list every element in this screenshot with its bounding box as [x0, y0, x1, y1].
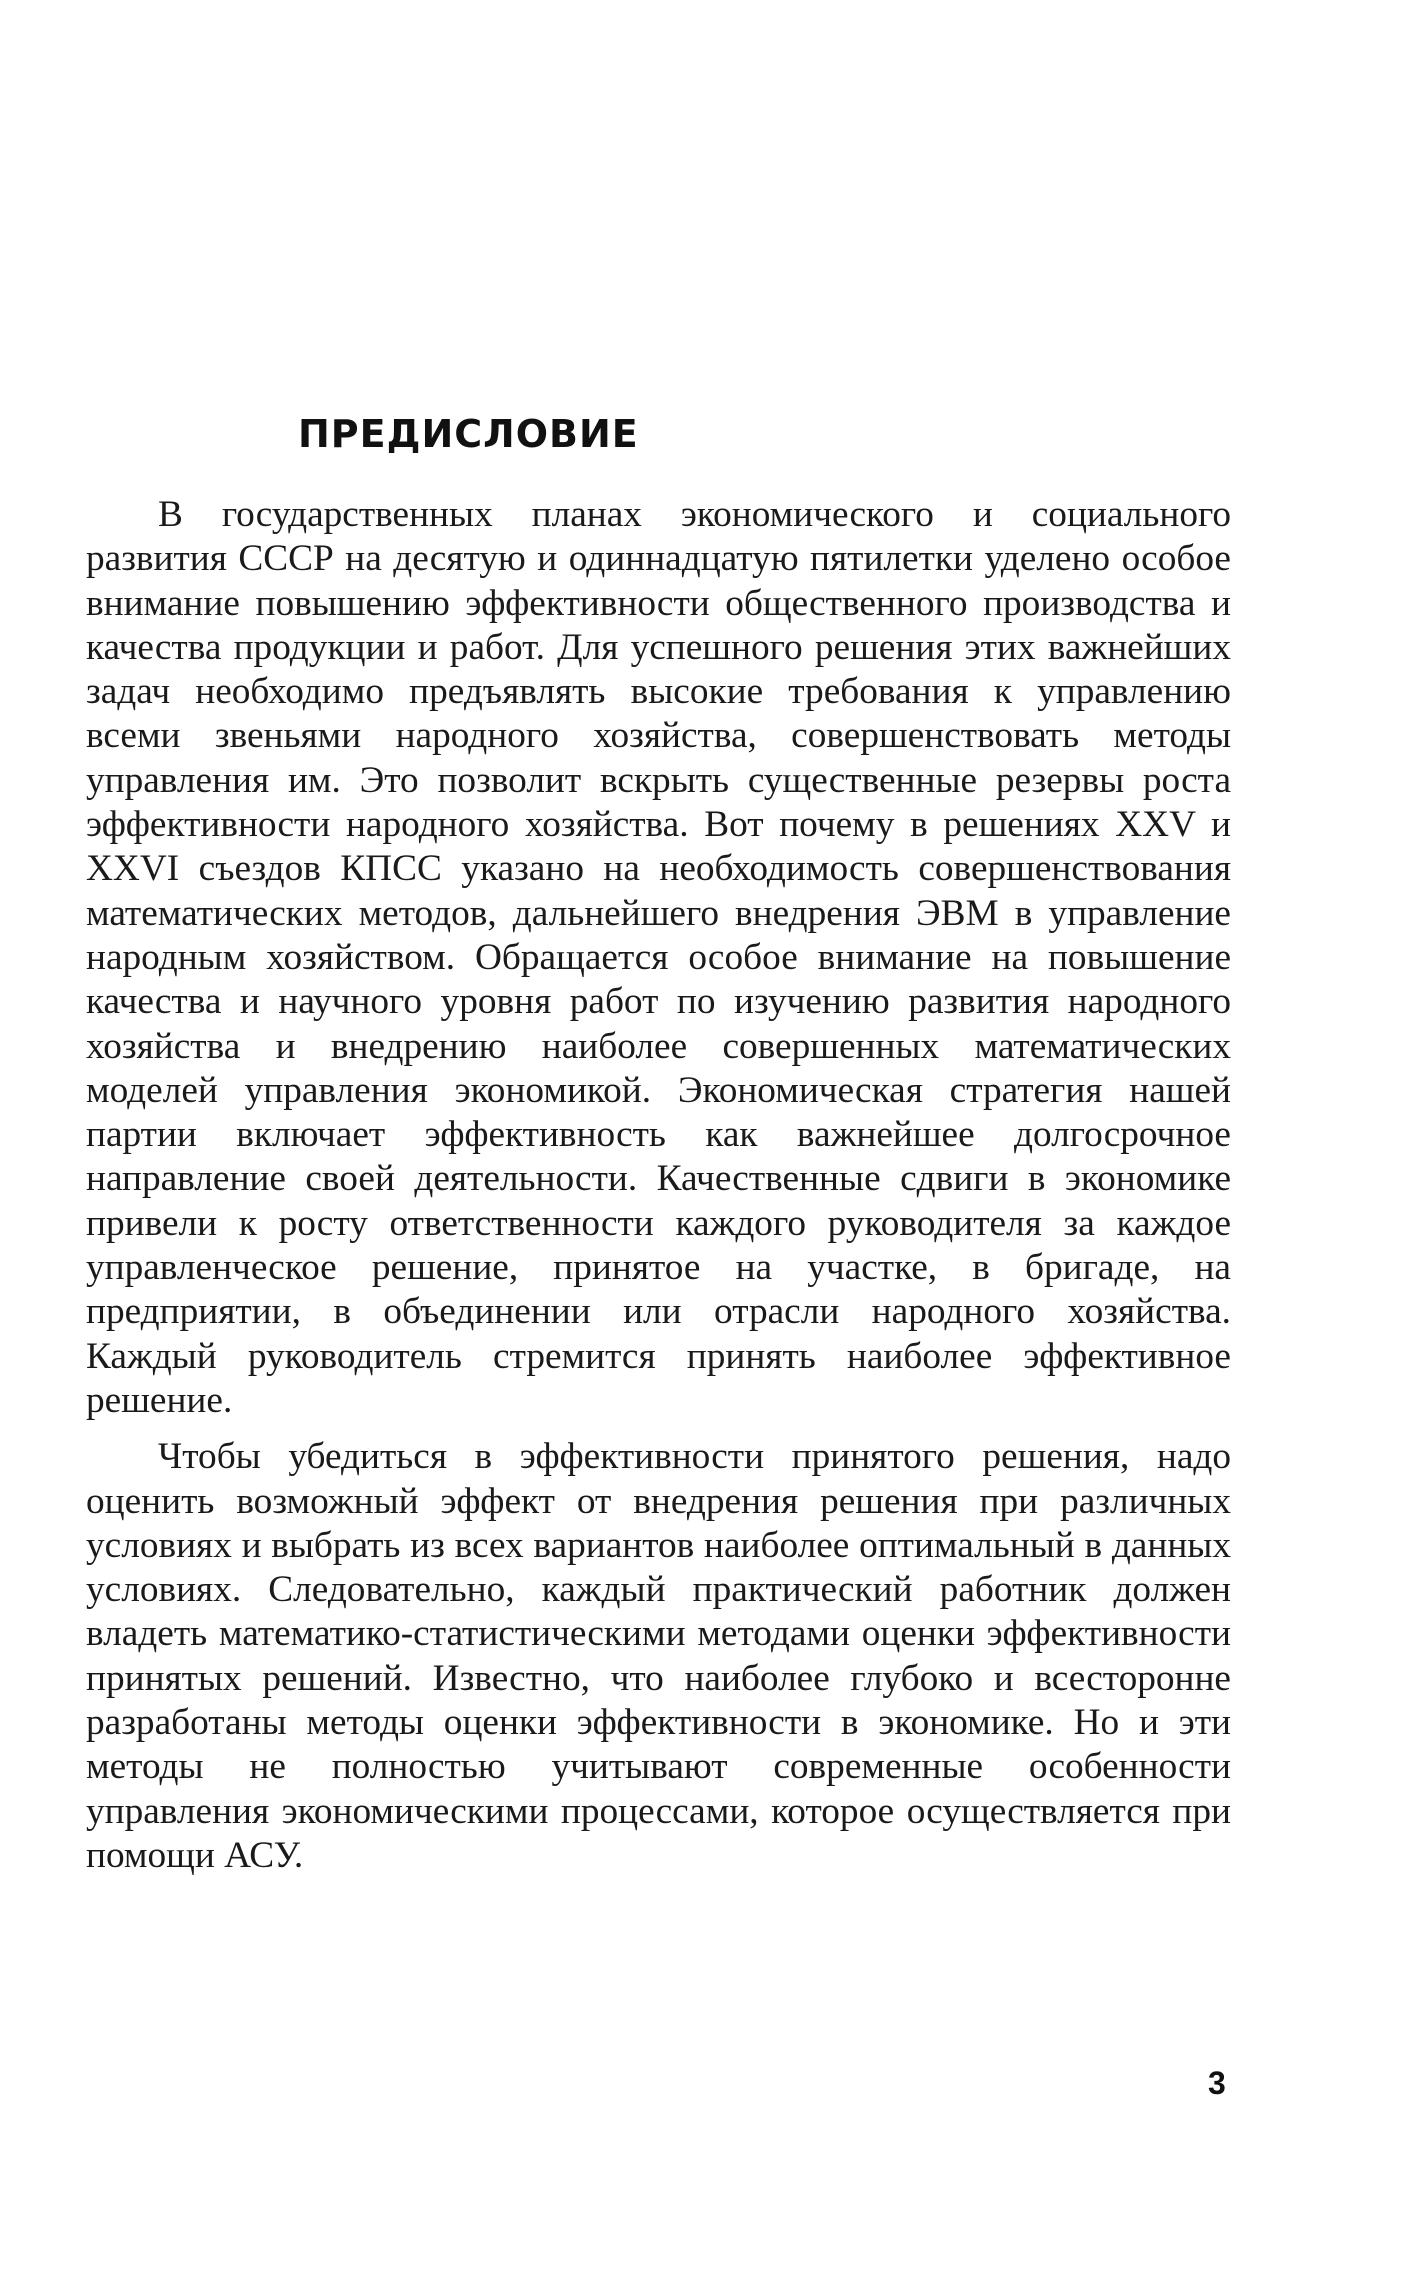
paragraph-1: В государственных планах экономического и социального развития СССР на десятую и одиннадцатую пятилетки уделено особое внимание повышению эффективности общественного производства и качества продукции и работ. Для успешного решения этих важнейших задач необходимо предъявлять высокие требования к управлению всеми звеньями народного хозяйства, совершенствовать методы управления им. Это позволит вскрыть существенные резервы роста эффективности народного хозяйства. Вот почему в решениях XXV и XXVI съездов КПСС указано на необходимость совершенствования математических методов, дальнейшего внедрения ЭВМ в управление народным хозяйством. Обращается особое внимание на повышение качества и научного уровня работ по изучению развития народного хозяйства и внедрению наиболее совершенных математических моделей управления экономикой. Экономическая стратегия нашей партии включает эффективность как важнейшее долгосрочное направление своей деятельности. Качественные сдвиги в экономике привели к росту ответственности каждого руководителя за каждое управленческое решение, принятое на участке, в бригаде, на предприятии, в объединении или отрасли народного хозяйства. Каждый руководитель стремится принять наиболее эффективное решение. [86, 494, 1231, 1421]
paragraph-2: Чтобы убедиться в эффективности принятого решения, надо оценить возможный эффект от внедрения решения при различных условиях и выбрать из всех вариантов наиболее оптимальный в данных условиях. Следовательно, каждый практический работник должен владеть математико-статистическими методами оценки эффективности принятых решений. Известно, что наиболее глубоко и всесторонне разработаны методы оценки эффективности в экономике. Но и эти методы не полностью учитывают современные особенности управления экономическими процессами, которое осуществляется при помощи АСУ. [86, 1436, 1231, 1876]
page-number: 3 [1208, 2065, 1226, 2101]
page-heading: ПРЕДИСЛОВИЕ [298, 412, 639, 456]
body-text [86, 493, 1231, 1878]
